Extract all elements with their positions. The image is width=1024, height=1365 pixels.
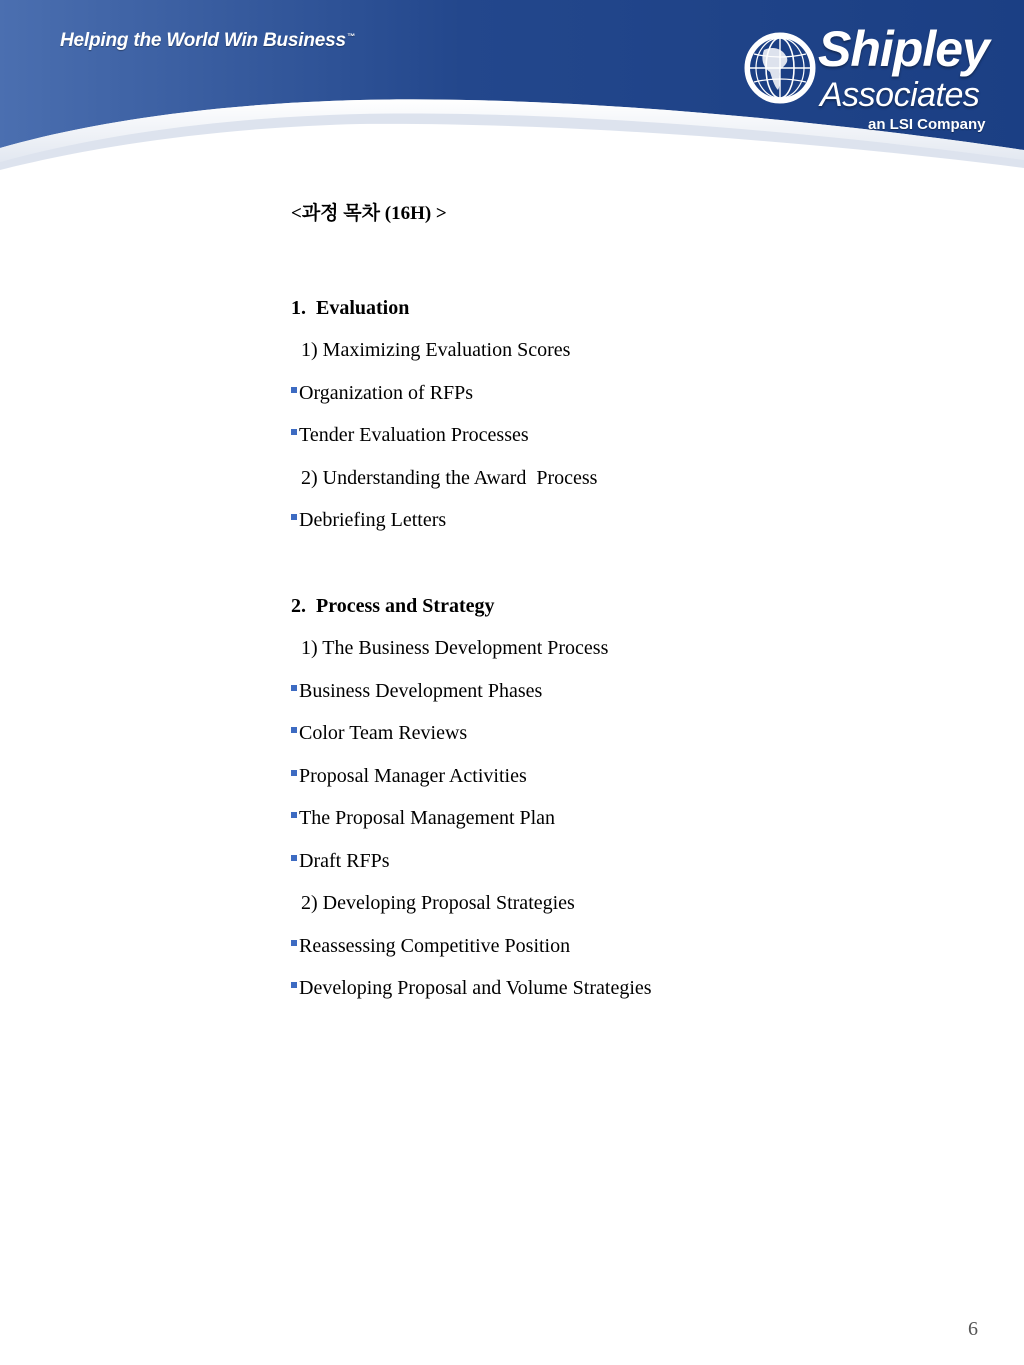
subsection-title: 2) Understanding the Award Process bbox=[301, 467, 598, 489]
list-item-text: Developing Proposal and Volume Strategies bbox=[299, 977, 652, 999]
course-title: <과정 목차 (16H) > bbox=[291, 203, 447, 224]
list-item bbox=[291, 976, 652, 1000]
list-item bbox=[291, 679, 542, 703]
square-bullet-icon bbox=[291, 387, 297, 393]
square-bullet-icon bbox=[291, 940, 297, 946]
square-bullet-icon bbox=[291, 514, 297, 520]
square-bullet-icon bbox=[291, 727, 297, 733]
list-item bbox=[291, 849, 390, 873]
list-item bbox=[291, 806, 555, 830]
square-bullet-icon bbox=[291, 770, 297, 776]
square-bullet-icon bbox=[291, 982, 297, 988]
list-item-text: Tender Evaluation Processes bbox=[299, 424, 529, 446]
list-item-text: Business Development Phases bbox=[299, 680, 543, 702]
header-tagline bbox=[60, 30, 355, 52]
logo-name-line1: Shipley bbox=[818, 21, 989, 77]
logo-company-line: an LSI Company bbox=[868, 116, 986, 133]
list-item-text: The Proposal Management Plan bbox=[299, 807, 556, 829]
list-item bbox=[291, 381, 473, 405]
subsection-title: 2) Developing Proposal Strategies bbox=[301, 892, 575, 914]
list-item-text: Draft RFPs bbox=[299, 850, 390, 872]
list-item bbox=[291, 764, 527, 788]
list-item bbox=[291, 721, 467, 745]
globe-icon bbox=[742, 30, 818, 106]
list-item-text: Debriefing Letters bbox=[299, 509, 447, 531]
tagline-text: Helping the World Win Business bbox=[60, 30, 346, 51]
list-item bbox=[291, 423, 529, 447]
square-bullet-icon bbox=[291, 855, 297, 861]
section-heading-process-strategy: 2. Process and Strategy bbox=[291, 595, 495, 617]
square-bullet-icon bbox=[291, 685, 297, 691]
list-item-text: Organization of RFPs bbox=[299, 382, 474, 404]
subsection-title: 1) The Business Development Process bbox=[301, 637, 609, 659]
company-logo bbox=[740, 21, 1000, 136]
list-item-text: Reassessing Competitive Position bbox=[299, 935, 571, 957]
square-bullet-icon bbox=[291, 429, 297, 435]
list-item bbox=[291, 934, 570, 958]
list-item bbox=[291, 508, 446, 532]
list-item-text: Proposal Manager Activities bbox=[299, 765, 527, 787]
logo-name-line2: Associates bbox=[820, 76, 980, 114]
subsection-title: 1) Maximizing Evaluation Scores bbox=[301, 339, 571, 361]
section-heading-evaluation: 1. Evaluation bbox=[291, 297, 410, 319]
list-item-text: Color Team Reviews bbox=[299, 722, 468, 744]
square-bullet-icon bbox=[291, 812, 297, 818]
page-number: 6 bbox=[968, 1318, 978, 1340]
trademark-symbol: ™ bbox=[346, 32, 355, 41]
